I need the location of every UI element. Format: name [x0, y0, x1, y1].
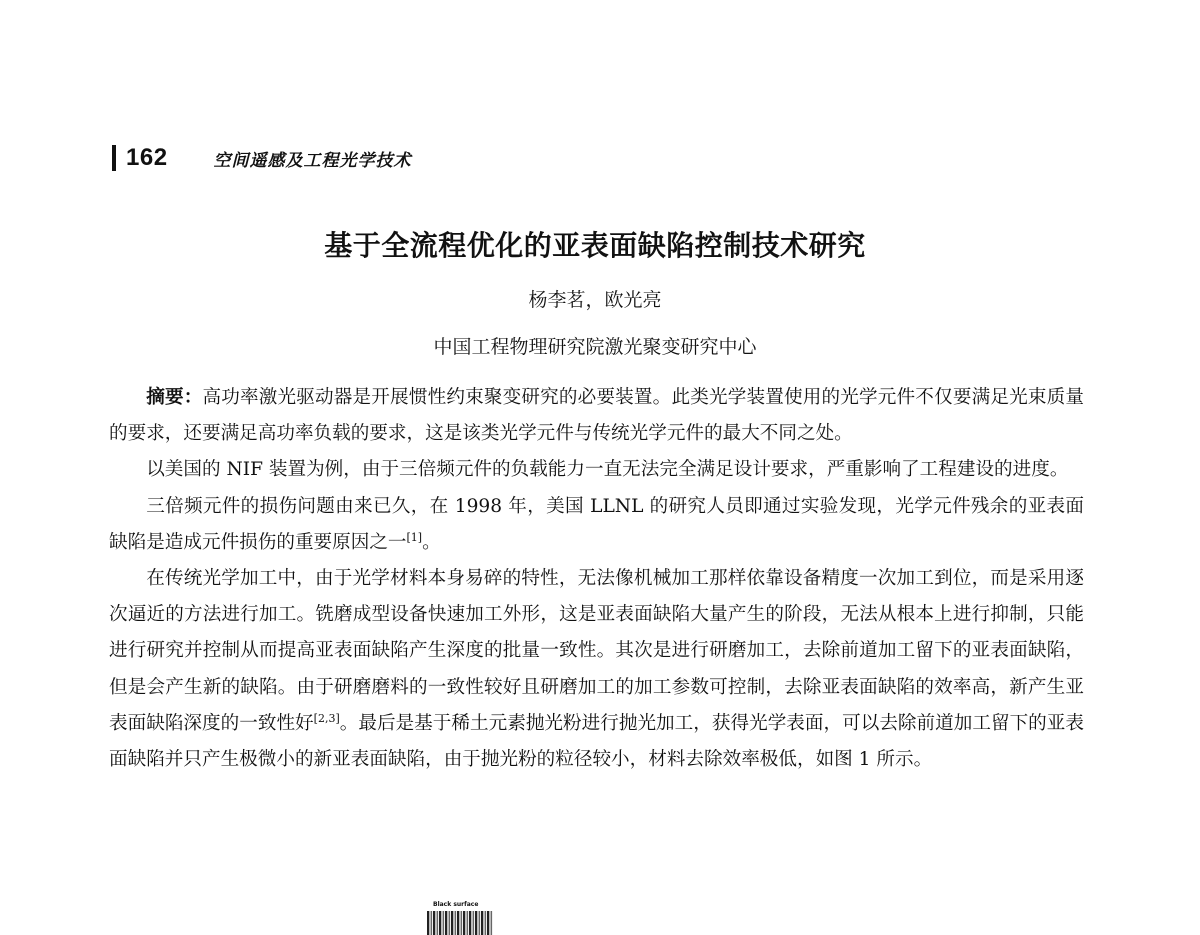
paragraph-llnl-text: 三倍频元件的损伤问题由来已久，在 1998 年，美国 LLNL 的研究人员即通过实验发现，光学元件残余的亚表面缺陷是造成元件损伤的重要原因之一	[109, 495, 1084, 553]
citation-1: [1]	[406, 530, 423, 544]
article-body	[109, 380, 1084, 778]
article-title: 基于全流程优化的亚表面缺陷控制技术研究	[324, 229, 866, 262]
figure-image	[427, 911, 493, 935]
paragraph-llnl	[109, 489, 1084, 561]
journal-name: 空间遥感及工程光学技术	[213, 150, 412, 171]
figure-label: Black surface	[433, 901, 479, 908]
article-affiliation: 中国工程物理研究院激光聚变研究中心	[433, 336, 757, 358]
running-header	[112, 140, 412, 176]
page-number: 162	[126, 144, 168, 171]
paragraph-processing-end: 。最后是基于稀土元素抛光粉进行抛光加工，获得光学表面，可以去除前道加工留下的亚表面缺陷并只产生极微小的新亚表面缺陷，由于抛光粉的粒径较小，材料去除效率极低，如图 1 所示。	[109, 712, 1084, 771]
header-bar	[112, 145, 116, 171]
figure-1-preview	[425, 900, 495, 935]
paragraph-processing	[109, 561, 1084, 778]
abstract-label: 摘要：	[146, 387, 203, 408]
paragraph-nif: 以美国的 NIF 装置为例，由于三倍频元件的负载能力一直无法完全满足设计要求，严重影响了工程建设的进度。	[146, 459, 1069, 481]
abstract-text: 高功率激光驱动器是开展惯性约束聚变研究的必要装置。此类光学装置使用的光学元件不仅要满足光束质量的要求，还要满足高功率负载的要求，这是该类光学元件与传统光学元件的最大不同之处。	[109, 387, 1084, 445]
citation-2-3: [2,3]	[313, 711, 340, 725]
paragraph-llnl-end: 。	[422, 531, 441, 553]
abstract-paragraph	[109, 380, 1084, 452]
article-authors: 杨李茗，欧光亮	[528, 289, 662, 311]
paragraph-processing-text: 在传统光学加工中，由于光学材料本身易碎的特性，无法像机械加工那样依靠设备精度一次加工到位，而是采用逐次逼近的方法进行加工。铣磨成型设备快速加工外形，这是亚表面缺陷大量产生的阶段，无法从根本上进行抑制，只能进行研究并控制从而提高亚表面缺陷产生深度的批量一致性。其次是进行研磨加工，去除前道加工留下的亚表面缺陷，但是会产生新的缺陷。由于研磨磨料的一致性较好且研磨加工的加工参数可控制，去除亚表面缺陷的效率高，新产生亚表面缺陷深度的一致性好	[109, 568, 1084, 734]
